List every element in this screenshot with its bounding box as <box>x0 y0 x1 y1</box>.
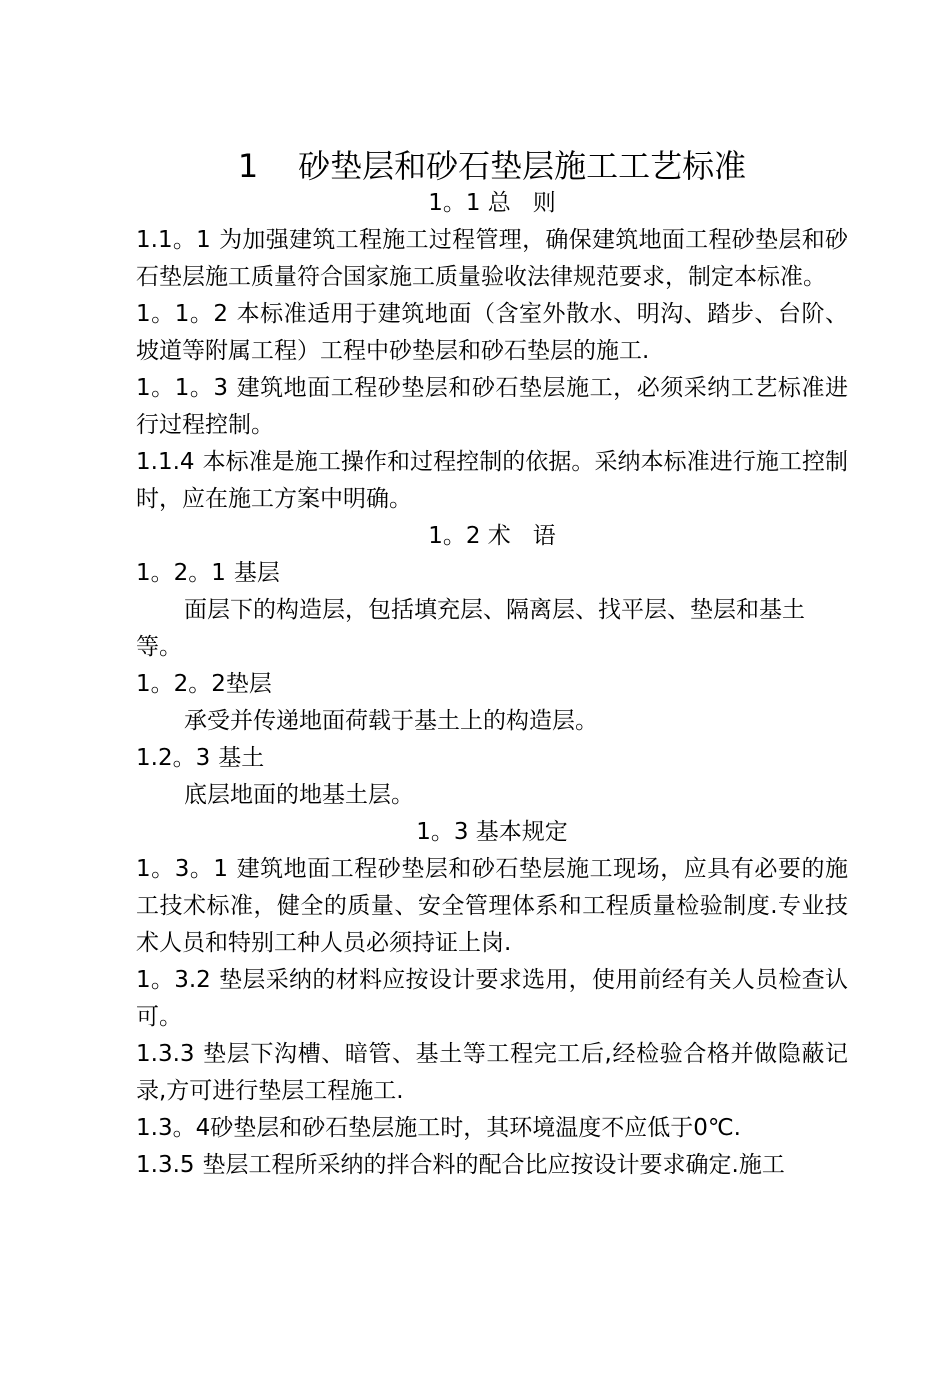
term-1-2-2 <box>136 666 848 703</box>
heading-word: 则 <box>532 190 556 216</box>
term-number: 1.2。3 <box>136 745 211 771</box>
heading-word: 语 <box>532 523 556 549</box>
clause-text: 为加强建筑工程施工过程管理，确保建筑地面工程砂垫层和砂石垫层施工质量符合国家施工质量验收法律规范要求，制定本标准。 <box>136 227 849 290</box>
term-name: 垫层 <box>225 671 272 697</box>
clause-1-3-2 <box>136 962 848 1036</box>
title-text: 砂垫层和砂石垫层施工工艺标准 <box>298 147 747 185</box>
clause-text: 砂垫层和砂石垫层施工时，其环境温度不应低于0℃. <box>210 1115 741 1141</box>
heading-word: 总 <box>487 190 511 216</box>
clause-number: 1.1。1 <box>136 227 211 253</box>
clause-number: 1.3。4 <box>136 1115 211 1141</box>
clause-1-1-3 <box>136 370 848 444</box>
clause-number: 1.1.4 <box>136 449 195 475</box>
clause-text: 建筑地面工程砂垫层和砂石垫层施工现场，应具有必要的施工技术标准，健全的质量、安全管理体系和工程质量检验制度.专业技术人员和特别工种人员必须持证上岗. <box>136 856 848 956</box>
title-number: 1 <box>237 147 259 185</box>
clause-1-3-5 <box>136 1147 848 1184</box>
term-definition: 承受并传递地面荷载于基土上的构造层。 <box>184 708 598 734</box>
clause-number: 1。1。3 <box>136 375 229 401</box>
heading-number: 1。1 <box>428 190 481 216</box>
document-title <box>136 142 848 190</box>
clause-number: 1。1。2 <box>136 301 229 327</box>
clause-1-3-3 <box>136 1036 848 1110</box>
term-1-2-3 <box>136 740 848 777</box>
clause-text: 垫层采纳的材料应按设计要求选用，使用前经有关人员检查认可。 <box>136 967 849 1030</box>
section-heading-terms <box>136 518 848 555</box>
heading-number: 1。3 <box>416 819 469 845</box>
clause-1-3-1 <box>136 851 848 962</box>
clause-number: 1.3.5 <box>136 1152 195 1178</box>
term-number: 1。2。2 <box>136 671 226 697</box>
term-definition: 面层下的构造层，包括填充层、隔离层、找平层、垫层和基土等。 <box>136 597 805 660</box>
heading-word: 术 <box>487 523 511 549</box>
clause-1-1-2 <box>136 296 848 370</box>
clause-1-3-4 <box>136 1110 848 1147</box>
term-definition: 底层地面的地基土层。 <box>184 782 414 808</box>
section-heading-general <box>136 185 848 222</box>
heading-text: 基本规定 <box>475 819 568 845</box>
term-1-2-1 <box>136 555 848 592</box>
clause-number: 1.3.3 <box>136 1041 195 1067</box>
clause-text: 垫层下沟槽、暗管、基土等工程完工后,经检验合格并做隐蔽记录,方可进行垫层工程施工. <box>136 1041 848 1104</box>
clause-number: 1。3.2 <box>136 967 211 993</box>
section-heading-basic-rules <box>136 814 848 851</box>
clause-text: 垫层工程所采纳的拌合料的配合比应按设计要求确定.施工 <box>202 1152 785 1178</box>
clause-1-1-4 <box>136 444 848 518</box>
clause-number: 1。3。1 <box>136 856 229 882</box>
term-number: 1。2。1 <box>136 560 226 586</box>
clause-text: 本标准适用于建筑地面（含室外散水、明沟、踏步、台阶、坡道等附属工程）工程中砂垫层和砂石垫层的施工. <box>136 301 848 364</box>
clause-text: 本标准是施工操作和过程控制的依据。采纳本标准进行施工控制时，应在施工方案中明确。 <box>136 449 848 512</box>
document-body <box>136 185 848 1184</box>
clause-text: 建筑地面工程砂垫层和砂石垫层施工，必须采纳工艺标准进行过程控制。 <box>136 375 848 438</box>
heading-number: 1。2 <box>428 523 481 549</box>
term-name: 基层 <box>233 560 280 586</box>
clause-1-1-1 <box>136 222 848 296</box>
term-name: 基土 <box>218 745 265 771</box>
